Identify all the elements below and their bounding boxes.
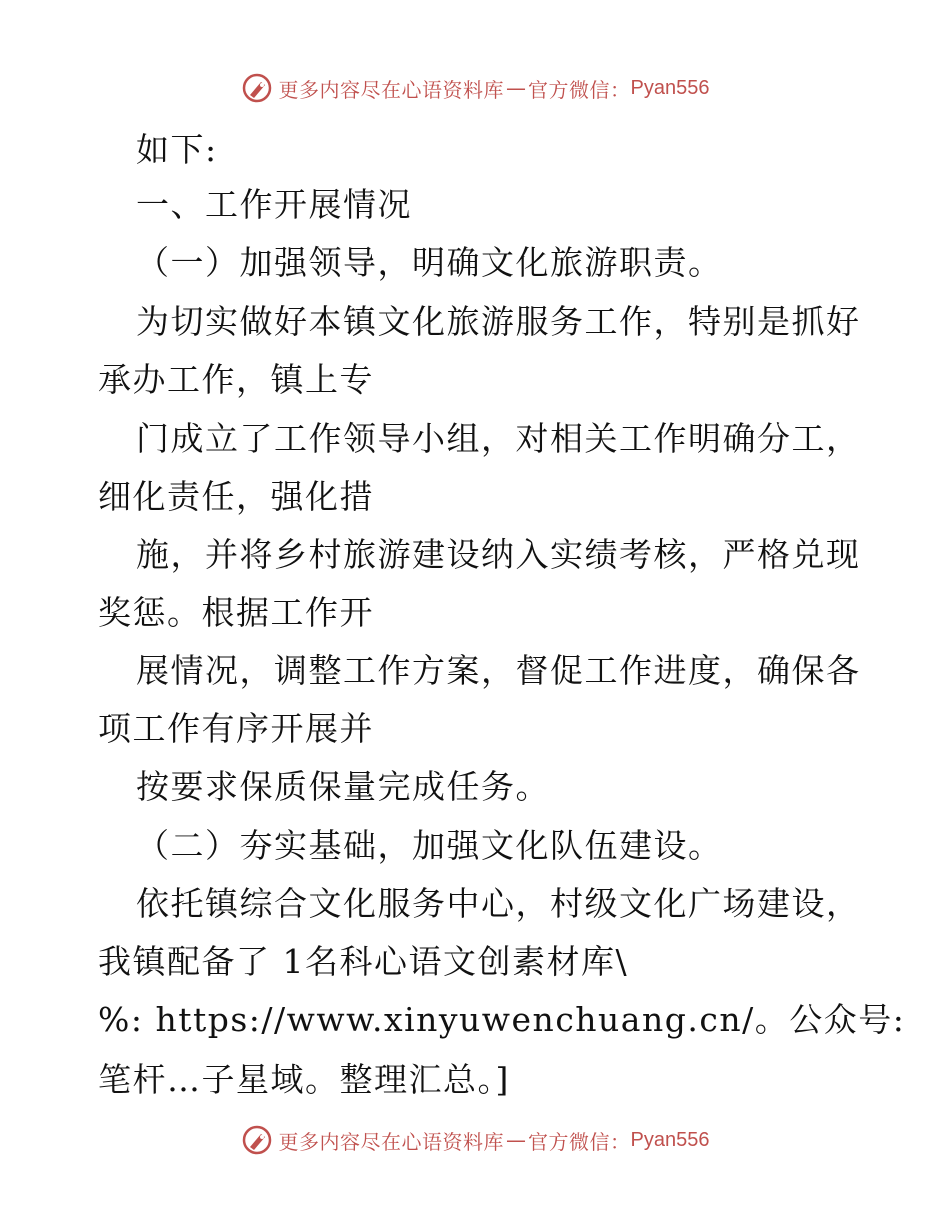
watermark-text: 更多内容尽在心语资料库	[278, 77, 505, 102]
body-line: 如下:	[136, 130, 218, 169]
body-line: 依托镇综合文化服务中心，村级文化广场建设，	[136, 884, 861, 923]
body-line: 笔杆…子星域。整理汇总。]	[98, 1060, 510, 1099]
body-line: 奖惩。根据工作开	[98, 593, 374, 632]
watermark-account: Pyan556	[630, 1128, 710, 1151]
body-line: %: https://www.xinyuwenchuang.cn/。公众号:	[98, 1000, 906, 1039]
body-line: 门成立了工作领导小组，对相关工作明确分工，	[136, 419, 861, 458]
body-line: 承办工作，镇上专	[98, 360, 374, 399]
subsection-heading: （一）加强领导，明确文化旅游职责。	[136, 243, 723, 282]
footer-watermark	[0, 1120, 950, 1160]
section-heading: 一、工作开展情况	[136, 185, 412, 224]
body-line: 细化责任，强化措	[98, 477, 374, 516]
watermark-account: Pyan556	[630, 76, 710, 99]
watermark-text: 更多内容尽在心语资料库	[278, 1129, 505, 1154]
watermark-suffix: 官方微信：	[528, 77, 631, 102]
body-line: 我镇配备了 1名科心语文创素材库\	[98, 942, 629, 981]
subsection-heading: （二）夯实基础，加强文化队伍建设。	[136, 826, 723, 865]
watermark-separator: —	[506, 76, 527, 100]
body-line: 展情况，调整工作方案，督促工作进度，确保各	[136, 651, 861, 690]
body-line: 施，并将乡村旅游建设纳入实绩考核，严格兑现	[136, 535, 861, 574]
watermark-suffix: 官方微信：	[528, 1129, 631, 1154]
body-line: 项工作有序开展并	[98, 709, 374, 748]
body-line: 为切实做好本镇文化旅游服务工作，特别是抓好	[136, 302, 861, 341]
watermark-separator: —	[506, 1128, 527, 1152]
body-line: 按要求保质保量完成任务。	[136, 767, 550, 806]
pen-nib-icon	[241, 1124, 273, 1156]
